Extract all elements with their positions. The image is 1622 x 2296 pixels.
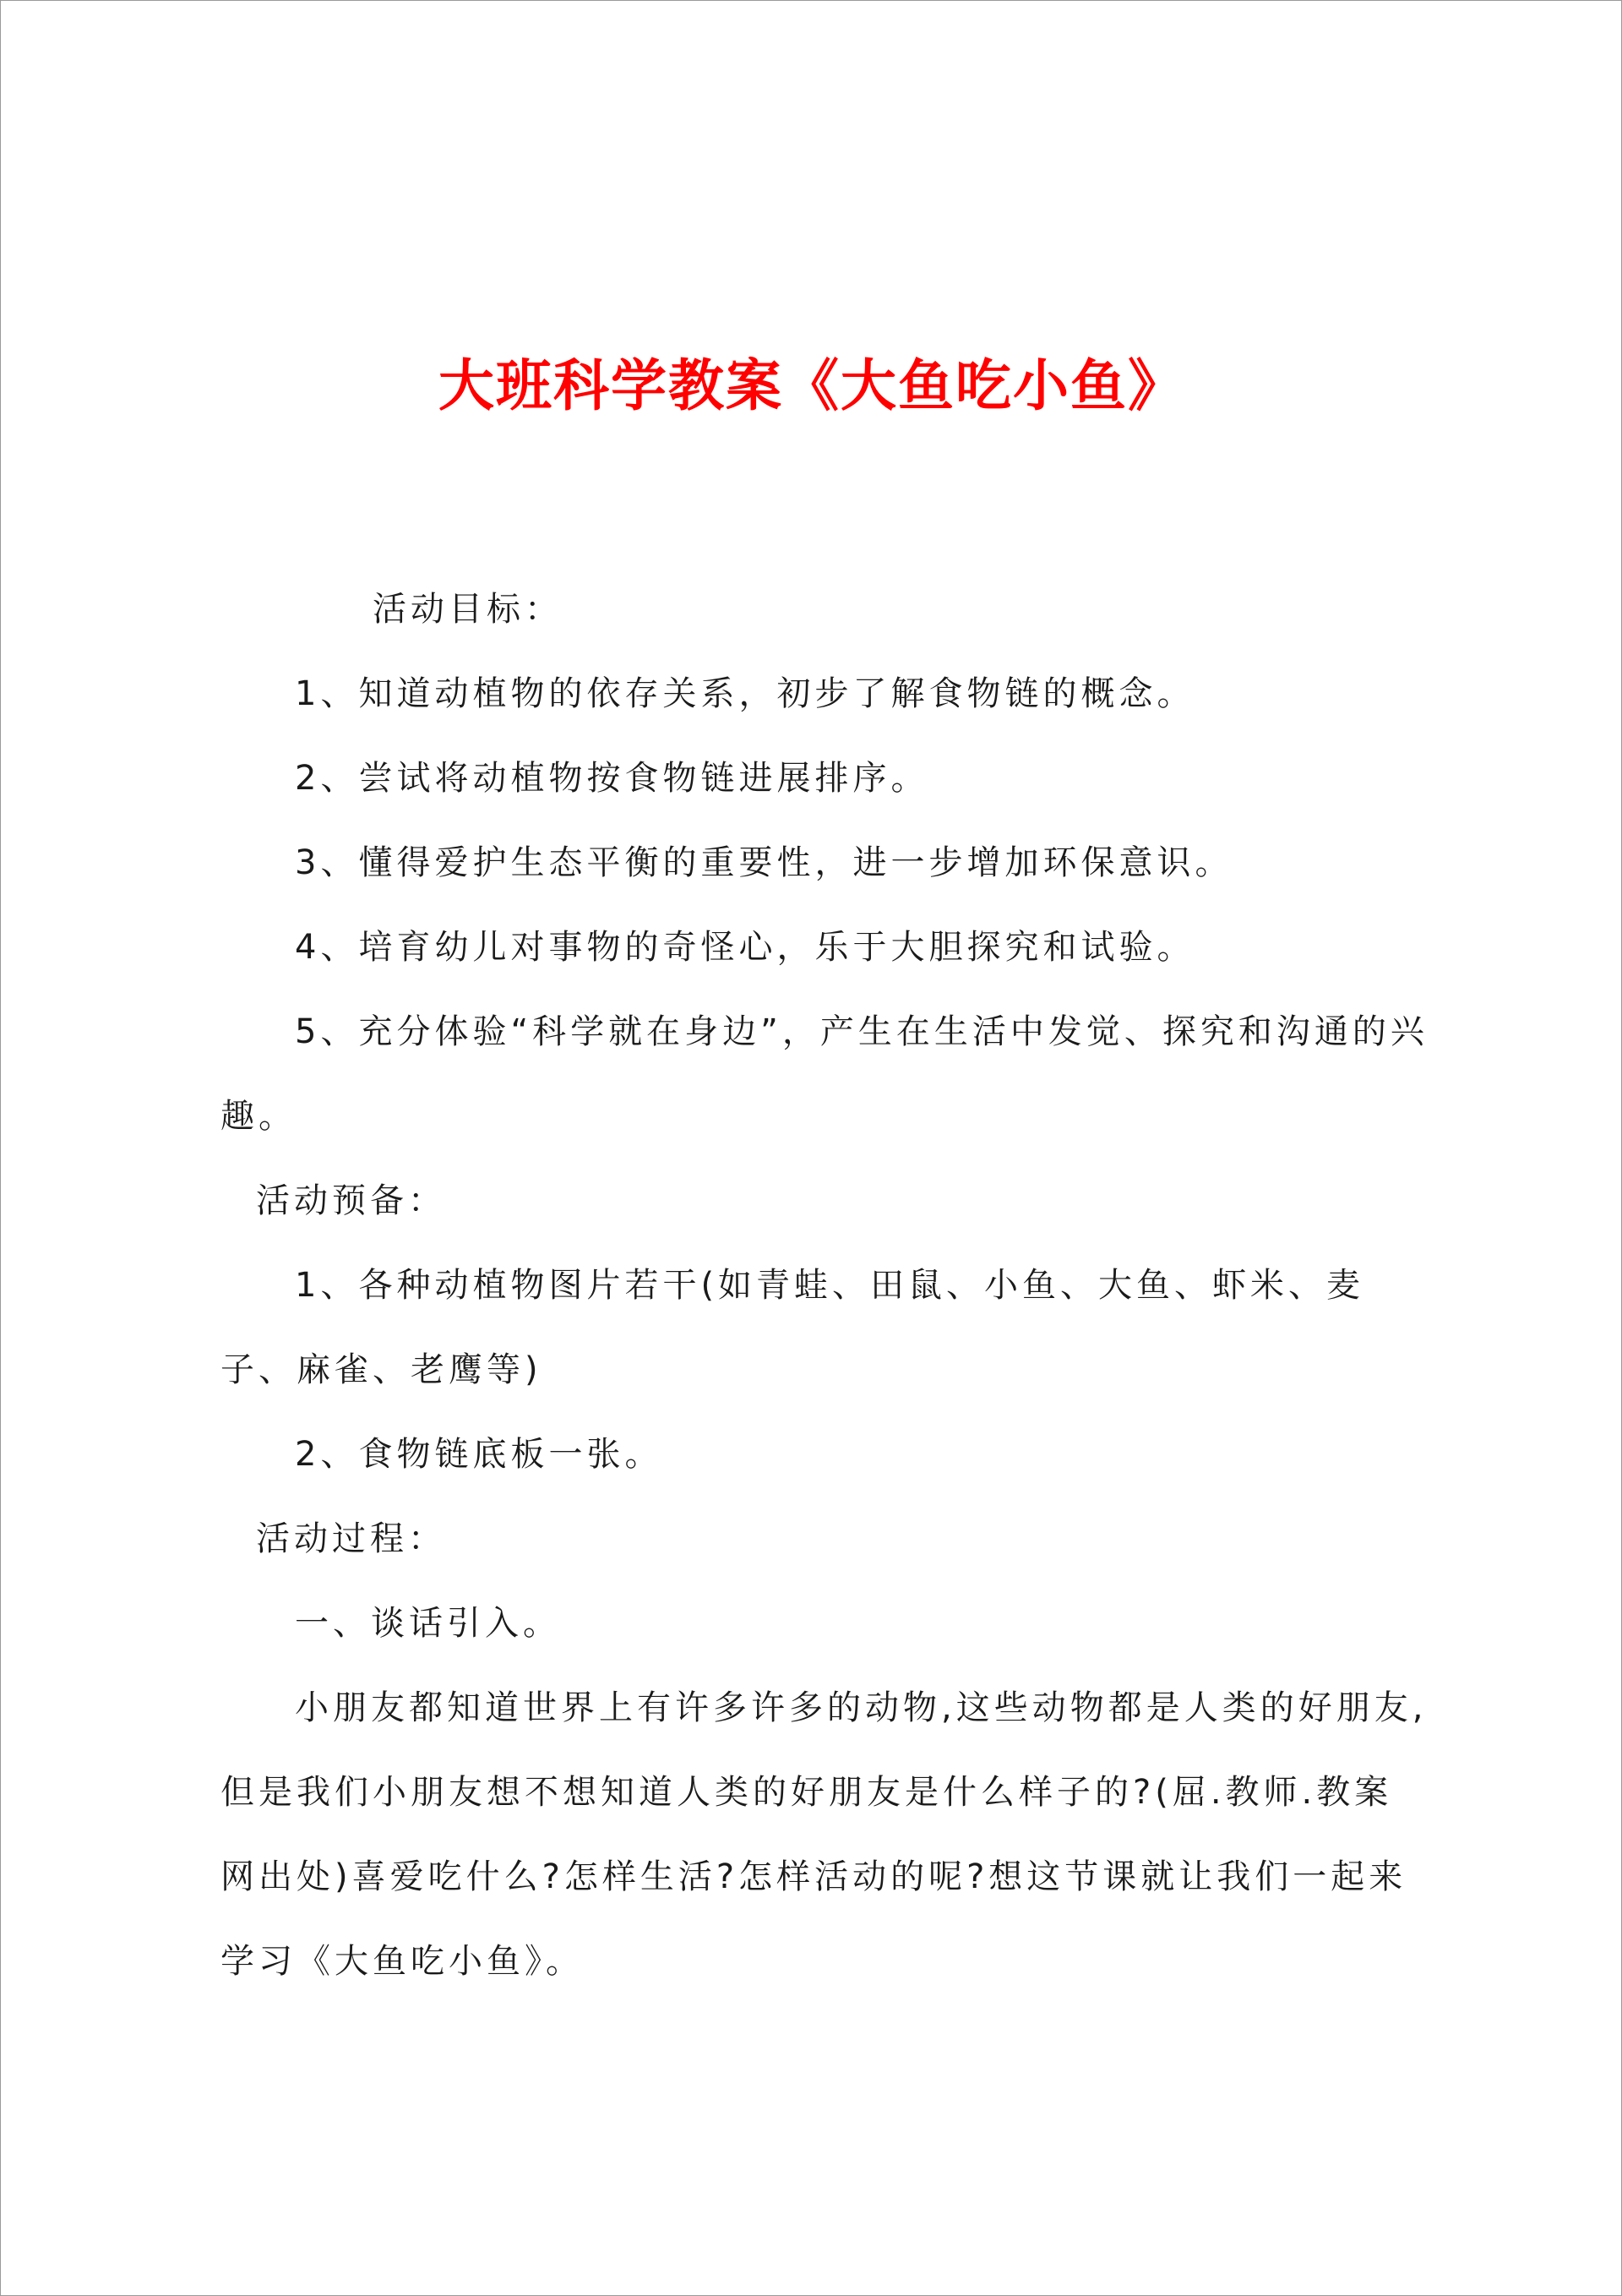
section-heading-preparation: 活动预备： xyxy=(256,1181,446,1220)
preparation-item-2: 2、食物链底板一张。 xyxy=(295,1435,663,1474)
goal-item-4: 4、培育幼儿对事物的奇怪心，乐于大胆探究和试验。 xyxy=(295,928,1195,967)
section-heading-process: 活动过程： xyxy=(256,1519,446,1558)
goal-item-2: 2、尝试将动植物按食物链进展排序。 xyxy=(295,759,929,798)
document-body xyxy=(220,567,1429,2004)
preparation-item-1: 1、各种动植物图片若干(如青蛙、田鼠、小鱼、大鱼、虾米、麦子、麻雀、老鹰等) xyxy=(220,1266,1365,1389)
process-step-1-heading: 一、谈话引入。 xyxy=(295,1604,561,1643)
goal-item-3: 3、懂得爱护生态平衡的重要性，进一步增加环保意识。 xyxy=(295,843,1233,882)
document-title: 大班科学教案《大鱼吃小鱼》 xyxy=(438,352,1185,418)
process-step-1-text: 小朋友都知道世界上有许多许多的动物,这些动物都是人类的好朋友,但是我们小朋友想不想知道人类的好朋友是什么样子的?(屈.教师.教案网出处)喜爱吃什么?怎样生活?怎样活动的呢?想这节课就让我们一起来学习《大鱼吃小鱼》。 xyxy=(220,1688,1428,1981)
section-heading-goals: 活动目标： xyxy=(373,590,563,629)
goal-item-5: 5、充分体验“科学就在身边”，产生在生活中发觉、探究和沟通的兴趣。 xyxy=(220,1012,1429,1136)
goal-item-1: 1、知道动植物的依存关系，初步了解食物链的概念。 xyxy=(295,674,1195,713)
